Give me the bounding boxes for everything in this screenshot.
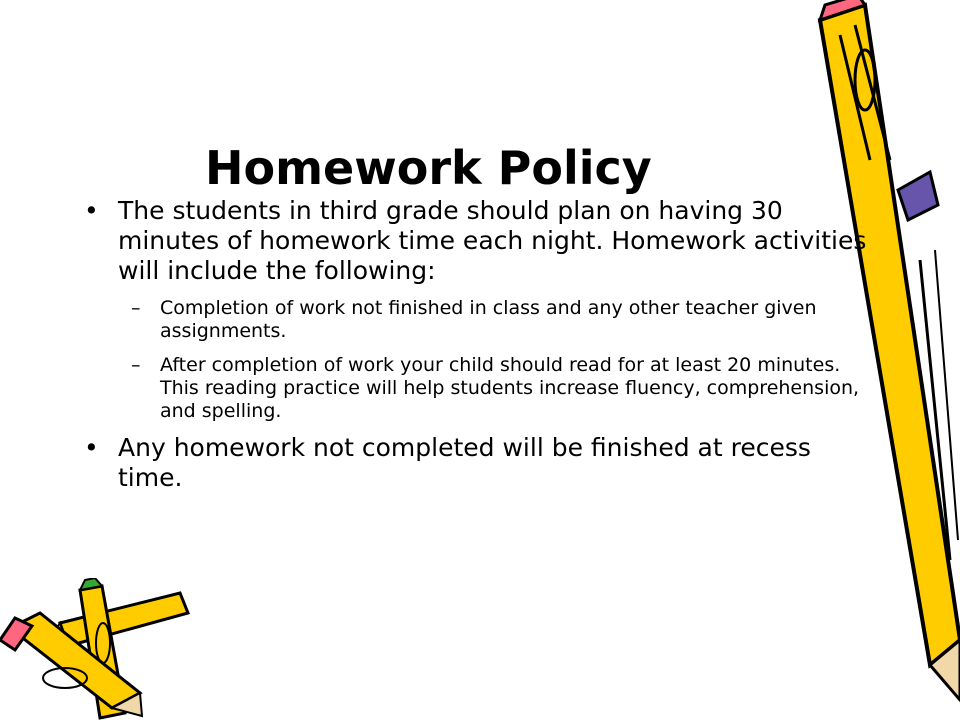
sub-bullet-text: After completion of work your child should read for at least 20 minutes. This reading practice will help students increase fluency, comprehension, and spelling. [160, 354, 860, 422]
sub-bullet-item [78, 297, 868, 343]
bullet-mark: • [84, 433, 99, 462]
pencils-icon [0, 578, 195, 720]
sub-bullet-item [78, 354, 868, 423]
sub-bullet-mark: – [131, 354, 141, 376]
bullet-text: The students in third grade should plan on having 30 minutes of homework time each night. Homework activities will include the following: [118, 196, 867, 285]
slide-title: Homework Policy [205, 140, 652, 195]
sub-bullet-text: Completion of work not finished in class and any other teacher given assignments. [160, 297, 817, 342]
sub-bullet-mark: – [131, 297, 141, 319]
bullet-item [78, 196, 868, 286]
bullet-item [78, 433, 868, 493]
bullet-mark: • [84, 196, 99, 225]
slide-body [78, 196, 868, 493]
bullet-text: Any homework not completed will be finished at recess time. [118, 433, 811, 492]
